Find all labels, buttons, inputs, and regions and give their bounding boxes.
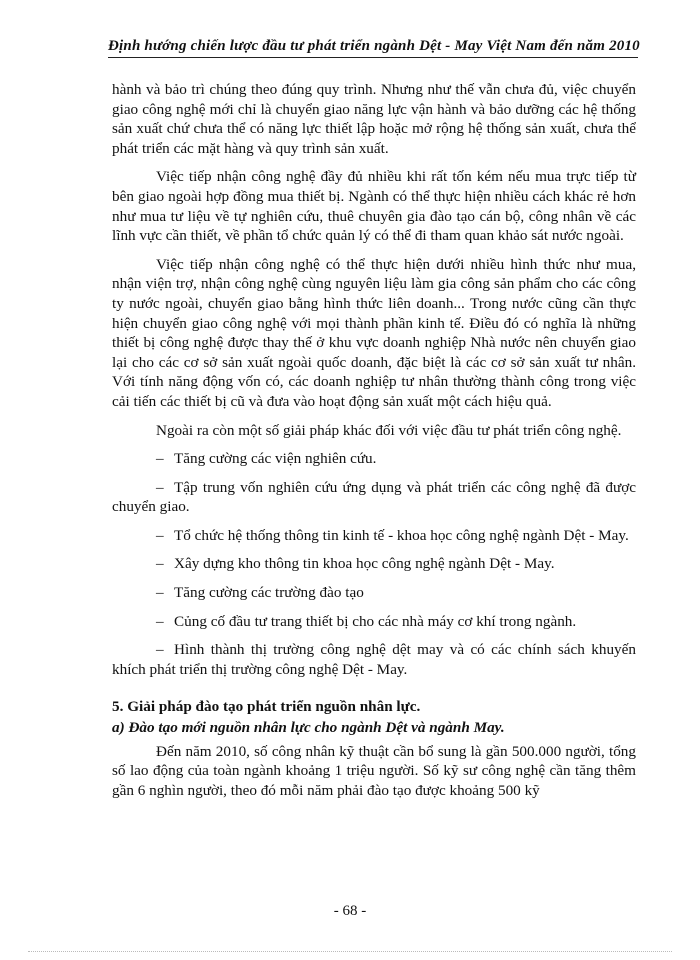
dash-marker: – <box>156 526 164 544</box>
list-item-text: Tập trung vốn nghiên cứu ứng dụng và phát triển các công nghệ đã được chuyển giao. <box>112 478 636 516</box>
page-body <box>112 80 636 809</box>
page-number: - 68 - <box>333 903 367 919</box>
dash-marker: – <box>156 584 164 602</box>
list-item <box>112 583 636 603</box>
list-item <box>112 612 636 632</box>
list-item-text: Xây dựng kho thông tin khoa học công nghệ ngành Dệt - May. <box>174 555 555 573</box>
paragraph-4: Ngoài ra còn một số giải pháp khác đối với việc đầu tư phát triển công nghệ. <box>156 421 622 439</box>
footer-divider <box>28 951 672 952</box>
running-header: Định hướng chiến lược đầu tư phát triển ngành Dệt - May Việt Nam đến năm 2010 <box>108 38 638 58</box>
list-item <box>112 554 636 574</box>
dash-marker: – <box>156 450 164 468</box>
dash-marker: – <box>156 612 164 630</box>
list-item <box>112 449 636 469</box>
dash-marker: – <box>156 478 164 496</box>
list-item-text: Tăng cường các viện nghiên cứu. <box>174 450 377 468</box>
dash-marker: – <box>156 641 164 659</box>
list-item-text: Tăng cường các trường đào tạo <box>174 584 364 602</box>
list-item-text: Hình thành thị trường công nghệ dệt may và có các chính sách khuyến khích phát triển thị trường công nghệ Dệt - May. <box>112 641 636 678</box>
list-item-text: Củng cố đầu tư trang thiết bị cho các nhà máy cơ khí trong ngành. <box>174 612 577 630</box>
paragraph-1: hành và bảo trì chúng theo đúng quy trình. Nhưng như thế vẫn chưa đủ, việc chuyển giao công nghệ mới chỉ là chuyển giao năng lực vận hành và bảo dưỡng các hệ thống sản xuất chứ chưa thể có năng lực thiết lập hoặc mở rộng hệ thống sản xuất, chưa thể phát triển các mặt hàng và quy trình sản xuất. <box>112 81 636 157</box>
subsection-heading: a) Đào tạo mới nguồn nhân lực cho ngành Dệt và ngành May. <box>112 719 505 737</box>
list-item <box>112 478 636 517</box>
paragraph-2: Việc tiếp nhận công nghệ đầy đủ nhiều khi rất tốn kém nếu mua trực tiếp từ bên giao ngoài hợp đồng mua thiết bị. Ngành có thể thực hiện nhiều cách khác rẻ hơn như mua tư liệu về tự nghiên cứu, thuê chuyên gia đào tạo cán bộ, công nhân về các lĩnh vực cần thiết, về phần tổ chức quản lý có thể đi tham quan khảo sát nước ngoài. <box>112 168 636 245</box>
list-item <box>112 640 636 679</box>
list-item <box>112 526 636 546</box>
paragraph-3: Việc tiếp nhận công nghệ có thể thực hiện dưới nhiều hình thức như mua, nhận viện trợ, nhận công nghệ cùng nguyên liệu làm gia công sản phẩm cho các công ty nước ngoài, chuyển giao bằng hình thức liên doanh... Trong nước cũng cần thực hiện chuyển giao công nghệ với mọi thành phần kinh tế. Điều đó có nghĩa là những thiết bị công nghệ được thay thế ở khu vực doanh nghiệp Nhà nước nên chuyển giao lại cho các cơ sở sản xuất ngoài quốc doanh, đặc biệt là các cơ sở sản xuất tư nhân. Với tính năng động vốn có, các doanh nghiệp tư nhân thường thành công trong việc cải tiến các thiết bị cũ và đưa vào hoạt động sản xuất một cách hiệu quả. <box>112 255 636 410</box>
section-paragraph: Đến năm 2010, số công nhân kỹ thuật cần bổ sung là gần 500.000 người, tổng số lao động của toàn ngành khoảng 1 triệu người. Số kỹ sư công nghệ cần tăng thêm gần 6 nghìn người, theo đó mỗi năm phải đào tạo được khoảng 500 kỹ <box>112 742 636 799</box>
list-item-text: Tổ chức hệ thống thông tin kinh tế - khoa học công nghệ ngành Dệt - May. <box>174 526 629 544</box>
dash-marker: – <box>156 555 164 573</box>
section-heading: 5. Giải pháp đào tạo phát triển nguồn nhân lực. <box>112 698 421 716</box>
